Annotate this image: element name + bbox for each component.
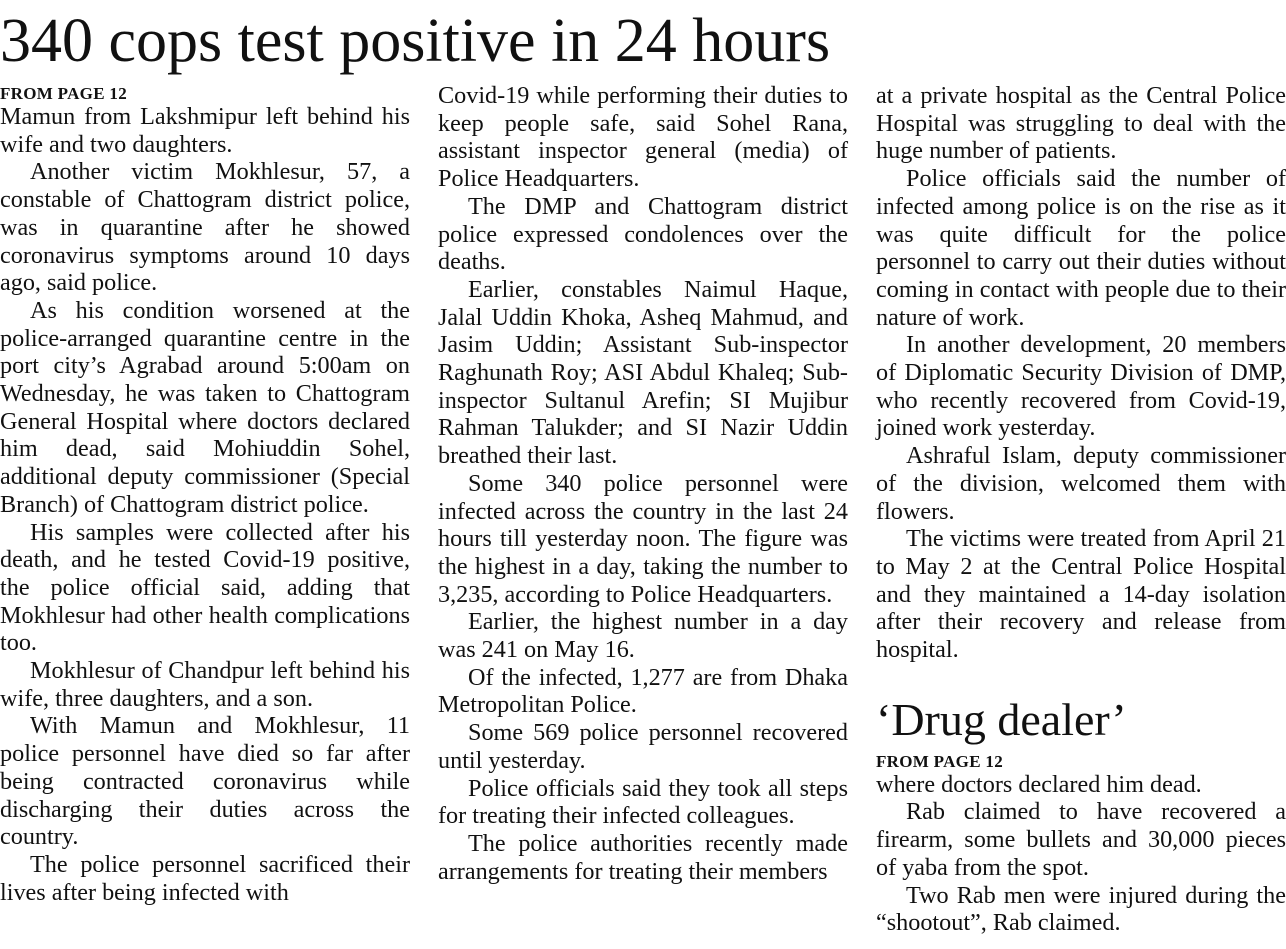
body-paragraph: Mokhlesur of Chandpur left behind his wife, three daughters, and a son. <box>0 657 410 712</box>
body-paragraph: Two Rab men were injured during the “shootout”, Rab claimed. <box>876 881 1286 937</box>
main-headline: 340 cops test positive in 24 hours <box>0 7 831 75</box>
body-paragraph: Earlier, constables Naimul Haque, Jalal Uddin Khoka, Asheq Mahmud, and Jasim Uddin; Assistant Sub-inspector Raghunath Roy; ASI Abdul Khaleq; Sub-inspector Sultanul Arefin; SI Mujibur Rahman Talukder; and SI Nazir Uddin breathed their last. <box>438 275 848 470</box>
body-paragraph: In another development, 20 members of Diplomatic Security Division of DMP, who recently recovered from Covid-19, joined work yesterday. <box>876 331 1286 442</box>
body-paragraph: Another victim Mokhlesur, 57, a constable of Chattogram district police, was in quarantine after he showed coronavirus symptoms around 10 days ago, said police. <box>0 158 410 297</box>
body-paragraph: Rab claimed to have recovered a firearm, some bullets and 30,000 pieces of yaba from the spot. <box>876 798 1286 881</box>
body-paragraph-continuation: Covid-19 while performing their duties to keep people safe, said Sohel Rana, assistant inspector general (media) of Police Headquarters. <box>438 82 848 193</box>
body-paragraph: Of the infected, 1,277 are from Dhaka Metropolitan Police. <box>438 663 848 719</box>
body-paragraph: Ashraful Islam, deputy commissioner of the division, welcomed them with flowers. <box>876 442 1286 525</box>
body-paragraph: With Mamun and Mokhlesur, 11 police personnel have died so far after being contracted coronavirus while discharging their duties across the country. <box>0 712 410 851</box>
body-paragraph-continued: The police personnel sacrificed their lives after being infected with <box>0 850 410 906</box>
body-paragraph-continuation: at a private hospital as the Central Police Hospital was struggling to deal with the huge number of patients. <box>876 82 1286 165</box>
column-1 <box>0 82 410 906</box>
secondary-headline: ‘Drug dealer’ <box>876 693 1127 745</box>
body-paragraph: The DMP and Chattogram district police expressed condolences over the deaths. <box>438 192 848 276</box>
from-page-kicker: FROM PAGE 12 <box>0 84 127 103</box>
body-paragraph: His samples were collected after his death, and he tested Covid-19 positive, the police official said, adding that Mokhlesur had other health complications too. <box>0 518 410 657</box>
body-paragraph: Some 340 police personnel were infected across the country in the last 24 hours till yesterday noon. The figure was the highest in a day, taking the number to 3,235, according to Police Headquarters. <box>438 469 848 608</box>
column-3 <box>876 82 1286 937</box>
body-paragraph: Police officials said they took all steps for treating their infected colleagues. <box>438 774 848 830</box>
body-paragraph: Earlier, the highest number in a day was 241 on May 16. <box>438 608 848 664</box>
body-paragraph: As his condition worsened at the police-arranged quarantine centre in the port city’s Agrabad around 5:00am on Wednesday, he was taken to Chattogram General Hospital where doctors declared him dead, said Mohiuddin Sohel, additional deputy commissioner (Special Branch) of Chattogram district police. <box>0 296 410 518</box>
body-paragraph: Police officials said the number of infected among police is on the rise as it was quite difficult for the police personnel to carry out their duties without coming in contact with people due to their nature of work. <box>876 165 1286 331</box>
body-paragraph: Mamun from Lakshmipur left behind his wife and two daughters. <box>0 103 410 158</box>
body-paragraph: where doctors declared him dead. <box>876 770 1202 798</box>
body-paragraph: The victims were treated from April 21 to May 2 at the Central Police Hospital and they maintained a 14-day isolation after their recovery and release from hospital. <box>876 525 1286 664</box>
body-paragraph-continued: The police authorities recently made arrangements for treating their members <box>438 829 848 885</box>
from-page-kicker: FROM PAGE 12 <box>876 751 1003 771</box>
body-paragraph: Some 569 police personnel recovered until yesterday. <box>438 719 848 774</box>
column-2 <box>438 82 848 885</box>
